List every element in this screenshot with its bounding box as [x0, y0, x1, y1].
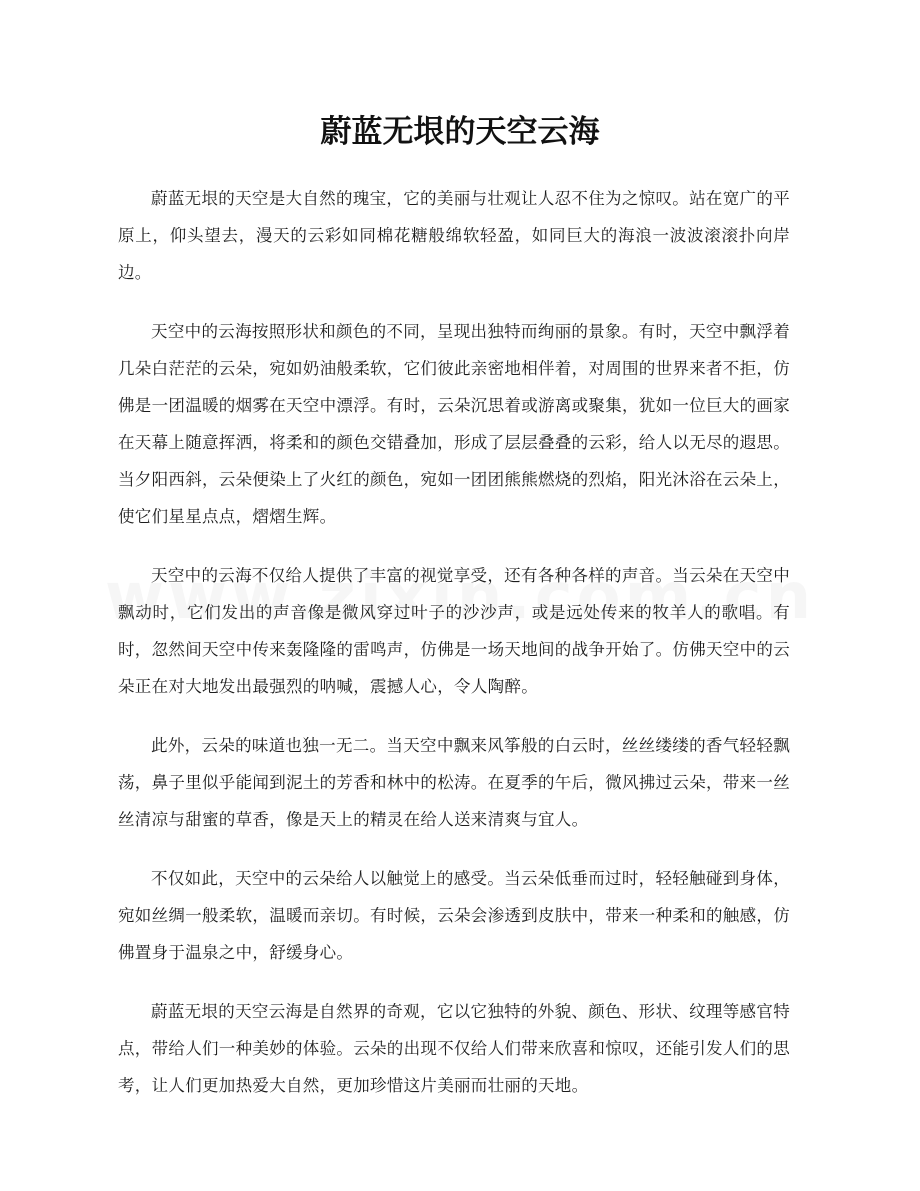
article-body	[118, 180, 790, 1126]
paragraph-3: 天空中的云海不仅给人提供了丰富的视觉享受，还有各种各样的声音。当云朵在天空中飘动时，它们发出的声音像是微风穿过叶子的沙沙声，或是远处传来的牧羊人的歌唱。有时，忽然间天空中传来轰隆隆的雷鸣声，仿佛是一场天地间的战争开始了。仿佛天空中的云朵正在对大地发出最强烈的呐喊，震撼人心，令人陶醉。	[118, 566, 790, 696]
paragraph-1: 蔚蓝无垠的天空是大自然的瑰宝，它的美丽与壮观让人忍不住为之惊叹。站在宽广的平原上，仰头望去，漫天的云彩如同棉花糖般绵软轻盈，如同巨大的海浪一波波滚滚扑向岸边。	[118, 189, 790, 282]
paragraph-5: 不仅如此，天空中的云朵给人以触觉上的感受。当云朵低垂而过时，轻轻触碰到身体，宛如丝绸一般柔软，温暖而亲切。有时候，云朵会渗透到皮肤中，带来一种柔和的触感，仿佛置身于温泉之中，舒缓身心。	[118, 869, 790, 962]
paragraph-2: 天空中的云海按照形状和颜色的不同，呈现出独特而绚丽的景象。有时，天空中飘浮着几朵白茫茫的云朵，宛如奶油般柔软，它们彼此亲密地相伴着，对周围的世界来者不拒，仿佛是一团温暖的烟雾在天空中漂浮。有时，云朵沉思着或游离或聚集，犹如一位巨大的画家在天幕上随意挥洒，将柔和的颜色交错叠加，形成了层层叠叠的云彩，给人以无尽的遐思。当夕阳西斜，云朵便染上了火红的颜色，宛如一团团熊熊燃烧的烈焰，阳光沐浴在云朵上，使它们星星点点，熠熠生辉。	[118, 322, 790, 526]
paragraph-6: 蔚蓝无垠的天空云海是自然界的奇观，它以它独特的外貌、颜色、形状、纹理等感官特点，带给人们一种美妙的体验。云朵的出现不仅给人们带来欣喜和惊叹，还能引发人们的思考，让人们更加热爱大自然，更加珍惜这片美丽而壮丽的天地。	[118, 1002, 790, 1095]
paragraph-4: 此外，云朵的味道也独一无二。当天空中飘来风筝般的白云时，丝丝缕缕的香气轻轻飘荡，鼻子里似乎能闻到泥土的芳香和林中的松涛。在夏季的午后，微风拂过云朵，带来一丝丝清凉与甜蜜的草香，像是天上的精灵在给人送来清爽与宜人。	[118, 736, 790, 829]
page-title: 蔚蓝无垠的天空云海	[320, 114, 600, 150]
